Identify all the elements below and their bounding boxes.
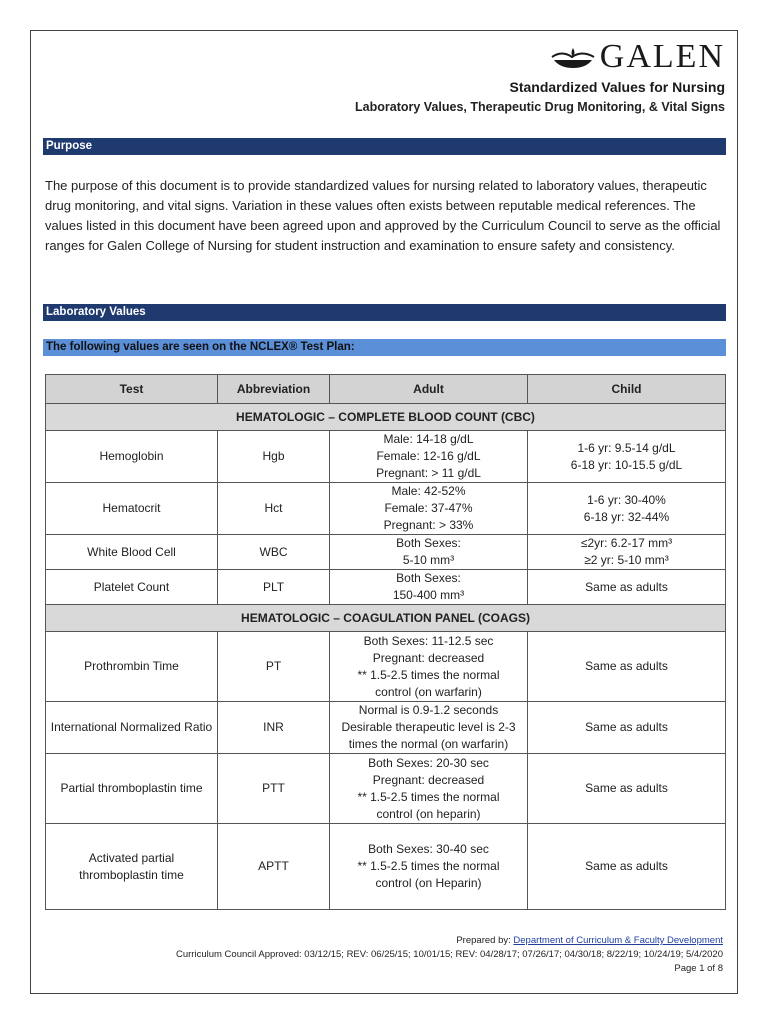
table-row	[46, 570, 726, 605]
document-title: Standardized Values for Nursing	[509, 79, 725, 95]
child-value-line: Same as adults	[585, 781, 668, 795]
table-row	[46, 535, 726, 570]
adult-value-line: Both Sexes:	[396, 536, 461, 550]
adult-value-line: times the normal (on warfarin)	[348, 737, 509, 751]
column-header: Adult	[330, 375, 528, 404]
purpose-paragraph: The purpose of this document is to provide standardized values for nursing related to laboratory values, therapeutic drug monitoring, and vital signs. Variation in these values often exists between reputable medical references. The values listed in this document have been agreed upon and approved by the Curriculum Council to serve as the official ranges for Galen College of Nursing for student instruction and examination to ensure safety and consistency.	[45, 178, 721, 253]
adult-value-cell	[330, 632, 528, 702]
lab-values-heading: Laboratory Values	[43, 304, 726, 321]
child-value-line: Same as adults	[585, 579, 668, 594]
test-name-cell: International Normalized Ratio	[46, 702, 218, 754]
prepared-by	[456, 935, 723, 946]
child-value-cell	[528, 483, 726, 535]
adult-value-cell	[330, 754, 528, 824]
adult-value-line: Male: 42-52%	[391, 484, 466, 498]
test-name-cell: Partial thromboplastin time	[46, 754, 218, 824]
adult-value-cell	[330, 483, 528, 535]
adult-value-line: Both Sexes: 20-30 sec	[368, 755, 489, 770]
adult-value-line: ** 1.5-2.5 times the normal	[357, 789, 500, 804]
column-header: Abbreviation	[218, 375, 330, 404]
table-row	[46, 431, 726, 483]
child-value-cell	[528, 431, 726, 483]
abbreviation-cell: WBC	[218, 535, 330, 570]
child-value-cell	[528, 824, 726, 910]
adult-value-line: control (on heparin)	[376, 806, 481, 821]
test-name-cell: Platelet Count	[46, 570, 218, 605]
document-subtitle: Laboratory Values, Therapeutic Drug Monitoring, & Vital Signs	[355, 100, 725, 114]
child-value-line: 1-6 yr: 30-40%	[587, 492, 666, 507]
adult-value-cell	[330, 824, 528, 910]
table-row	[46, 702, 726, 754]
table-row	[46, 824, 726, 910]
adult-value-line: control (on warfarin)	[375, 684, 482, 699]
child-value-line: Same as adults	[585, 720, 668, 734]
adult-value-line: 150-400 mm³	[392, 588, 465, 602]
nclex-subheading: The following values are seen on the NCLEX® Test Plan:	[43, 339, 726, 356]
adult-value-line: ** 1.5-2.5 times the normal	[357, 667, 500, 682]
adult-value-line: control (on Heparin)	[375, 876, 482, 890]
adult-value-line: Normal is 0.9-1.2 seconds	[358, 703, 499, 717]
child-value-line: 6-18 yr: 10-15.5 g/dL	[570, 457, 683, 472]
abbreviation-cell: PTT	[218, 754, 330, 824]
test-name-cell: White Blood Cell	[46, 535, 218, 570]
test-name-cell: Prothrombin Time	[46, 632, 218, 702]
abbreviation-cell: INR	[218, 702, 330, 754]
child-value-line: 1-6 yr: 9.5-14 g/dL	[577, 440, 676, 455]
child-value-line: 6-18 yr: 32-44%	[583, 509, 670, 524]
adult-value-line: ** 1.5-2.5 times the normal	[357, 859, 500, 873]
section-row	[46, 404, 726, 431]
test-name-cell: Hematocrit	[46, 483, 218, 535]
adult-value-line: Both Sexes: 30-40 sec	[368, 842, 489, 856]
lab-values-table	[45, 374, 726, 910]
document-page	[30, 30, 738, 994]
table-body	[46, 404, 726, 910]
child-value-cell	[528, 535, 726, 570]
abbreviation-cell: PT	[218, 632, 330, 702]
purpose-heading: Purpose	[43, 138, 726, 155]
child-value-cell	[528, 632, 726, 702]
column-header: Test	[46, 375, 218, 404]
table-row	[46, 483, 726, 535]
adult-value-line: Both Sexes:	[396, 571, 461, 585]
test-name-cell: Hemoglobin	[46, 431, 218, 483]
prepared-by-link[interactable]: Department of Curriculum & Faculty Development	[513, 935, 723, 946]
adult-value-line: Pregnant: > 33%	[383, 518, 474, 532]
abbreviation-cell: Hgb	[218, 431, 330, 483]
adult-value-cell	[330, 570, 528, 605]
child-value-cell	[528, 754, 726, 824]
section-row	[46, 605, 726, 632]
table-row	[46, 632, 726, 702]
adult-value-line: Female: 37-47%	[384, 501, 473, 515]
child-value-line: Same as adults	[585, 659, 668, 673]
section-title: HEMATOLOGIC – COMPLETE BLOOD COUNT (CBC)	[46, 404, 726, 431]
prepared-label: Prepared by:	[456, 935, 514, 946]
galen-logo	[548, 39, 725, 75]
adult-value-line: Pregnant: decreased	[372, 650, 485, 665]
section-title: HEMATOLOGIC – COAGULATION PANEL (COAGS)	[46, 605, 726, 632]
adult-value-line: Male: 14-18 g/dL	[383, 432, 474, 446]
child-value-line: ≤2yr: 6.2-17 mm³	[580, 536, 673, 550]
child-value-line: Same as adults	[585, 859, 668, 873]
child-value-cell	[528, 702, 726, 754]
column-header: Child	[528, 375, 726, 404]
page-number: Page 1 of 8	[674, 963, 723, 974]
child-value-cell	[528, 570, 726, 605]
abbreviation-cell: Hct	[218, 483, 330, 535]
logo-text: GALEN	[599, 38, 725, 75]
adult-value-line: 5-10 mm³	[402, 553, 455, 567]
abbreviation-cell: APTT	[218, 824, 330, 910]
adult-value-cell	[330, 702, 528, 754]
approval-line: Curriculum Council Approved: 03/12/15; REV: 06/25/15; 10/01/15; REV: 04/28/17; 07/26/17; 04/30/18; 8/22/19; 10/24/19; 5/4/2020	[176, 949, 723, 960]
lamp-icon	[548, 44, 598, 70]
adult-value-cell	[330, 535, 528, 570]
child-value-line: ≥2 yr: 5-10 mm³	[584, 553, 669, 567]
adult-value-line: Female: 12-16 g/dL	[376, 449, 481, 463]
test-name-cell: Activated partial thromboplastin time	[46, 824, 218, 910]
adult-value-line: Pregnant: decreased	[372, 772, 485, 787]
adult-value-line: Desirable therapeutic level is 2-3	[341, 720, 516, 734]
table-row	[46, 754, 726, 824]
adult-value-line: Both Sexes: 11-12.5 sec	[363, 633, 494, 648]
abbreviation-cell: PLT	[218, 570, 330, 605]
adult-value-line: Pregnant: > 11 g/dL	[376, 466, 481, 480]
table-header-row	[46, 375, 726, 404]
adult-value-cell	[330, 431, 528, 483]
